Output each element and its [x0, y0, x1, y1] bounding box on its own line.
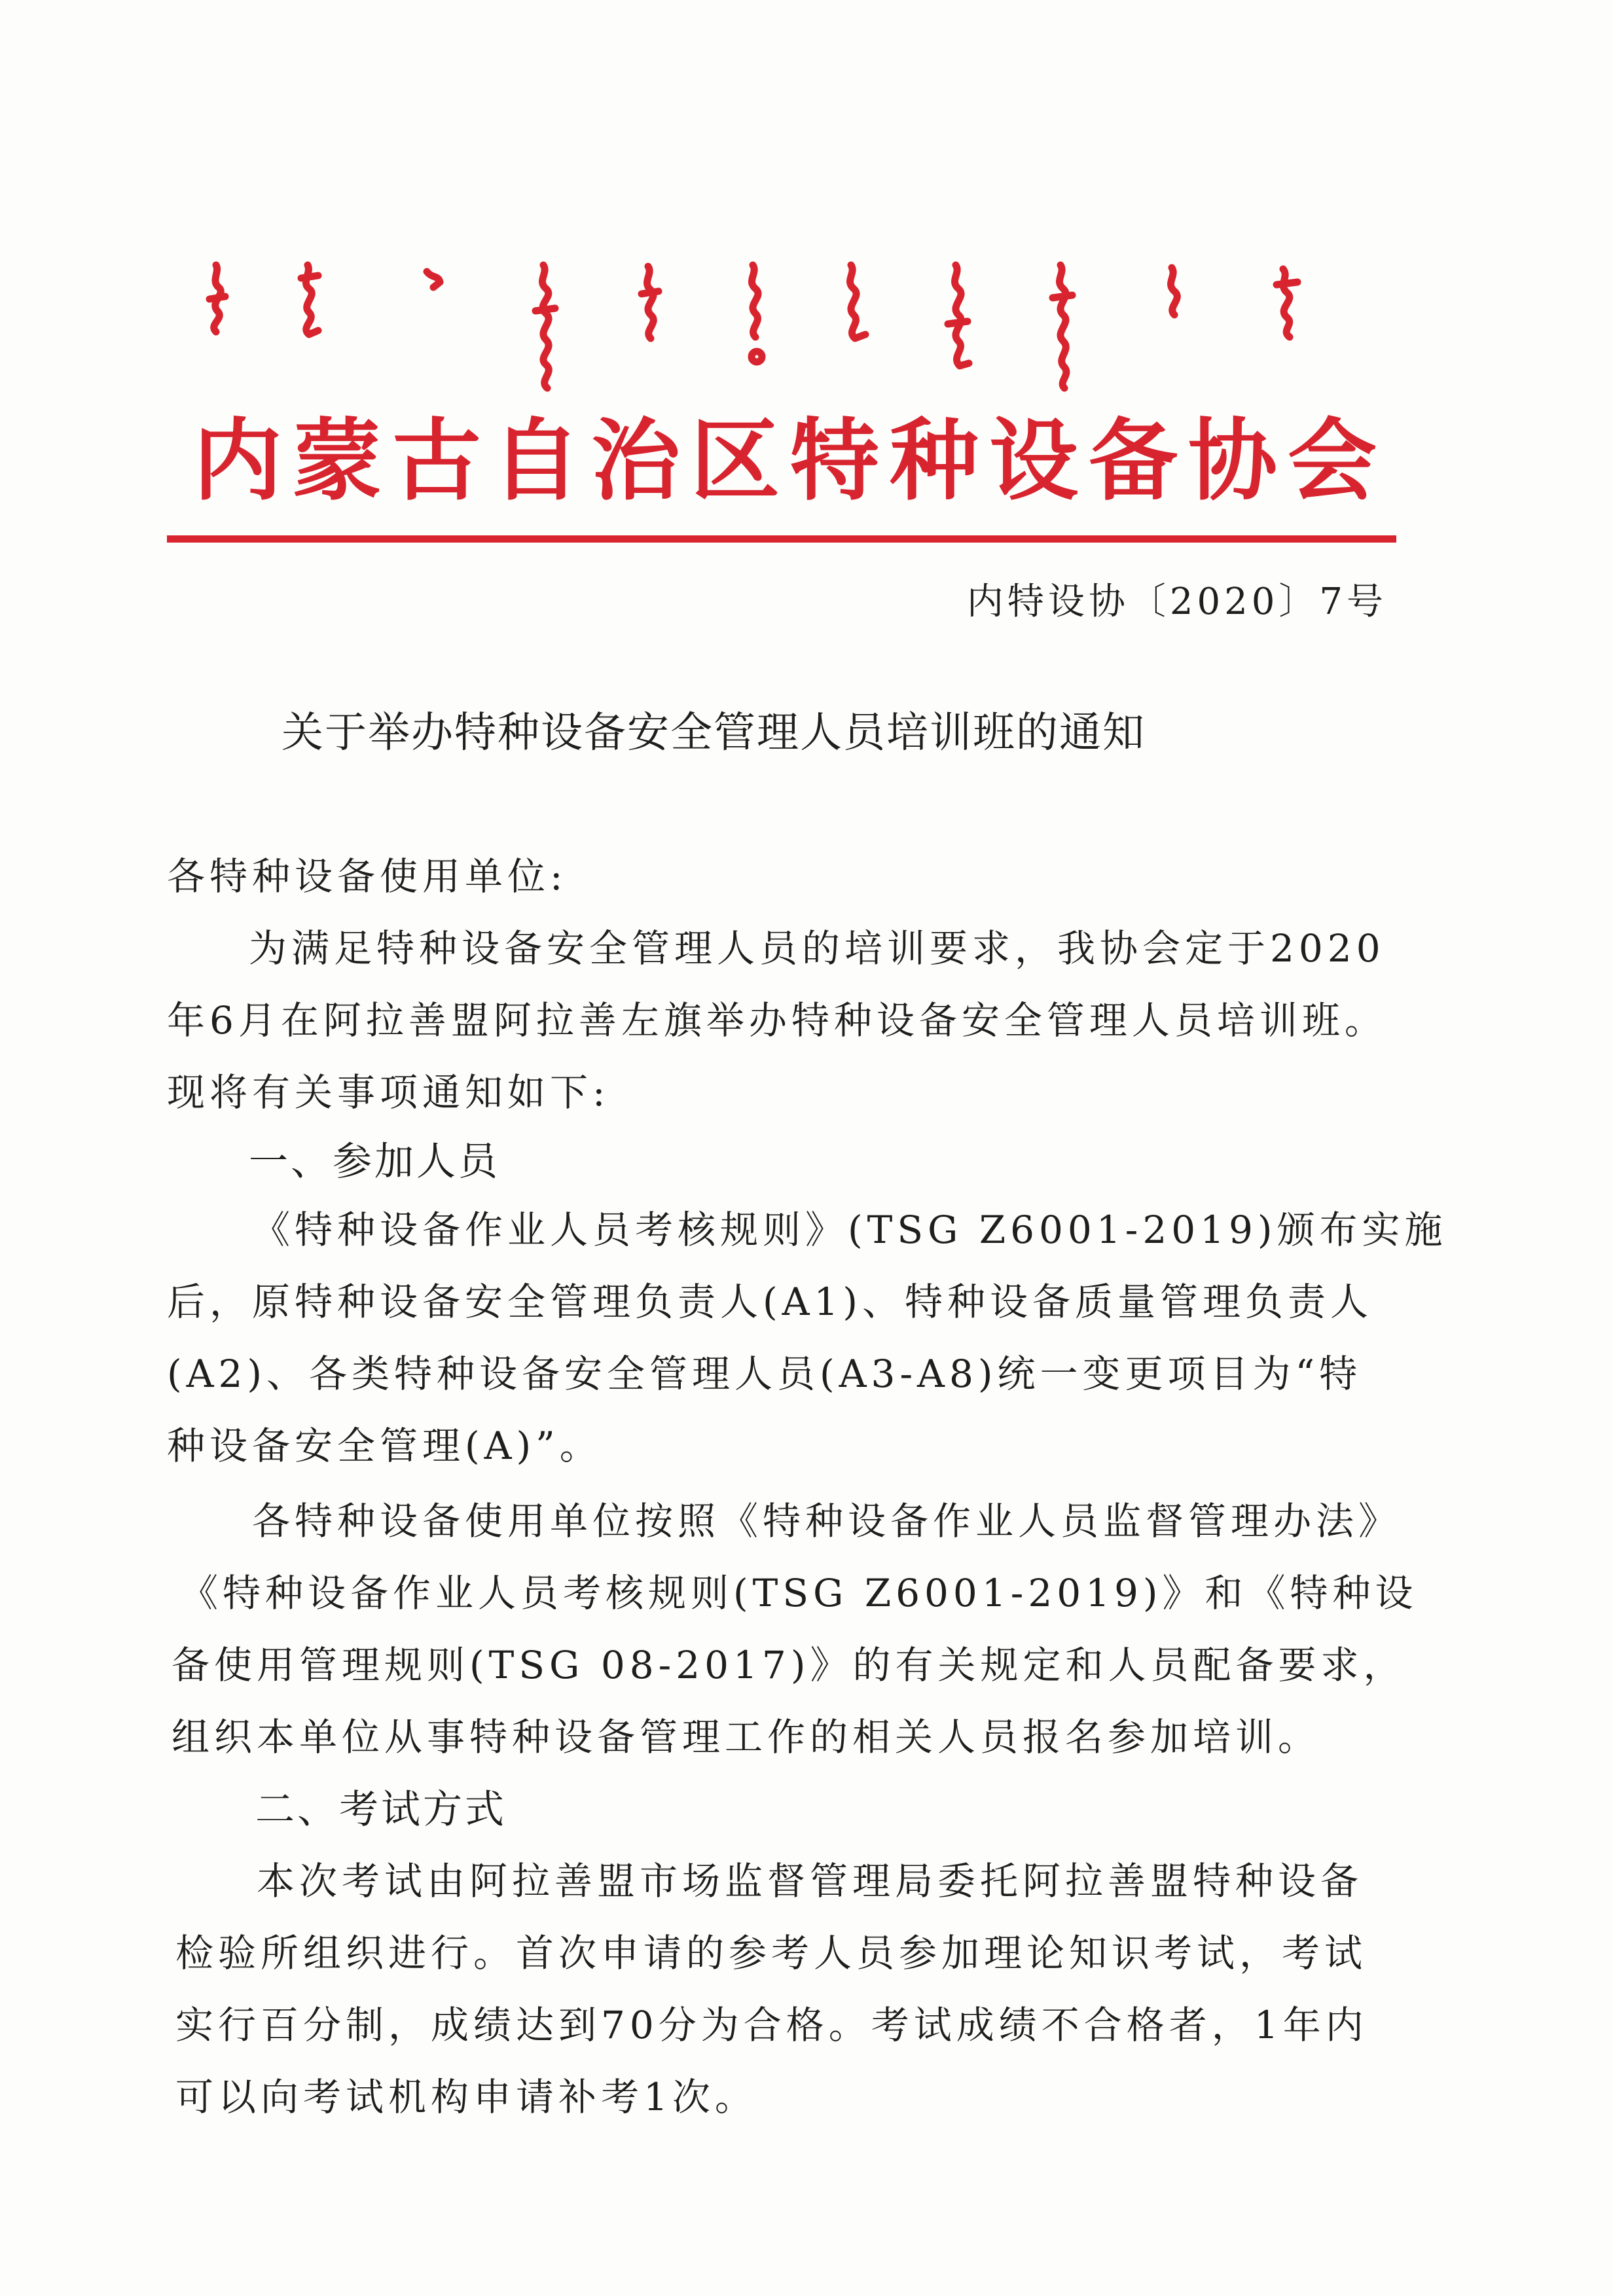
section1-para2-line-3: 备使用管理规则(TSG 08-2017)》的有关规定和人员配备要求，	[172, 1643, 1406, 1687]
section2-para1-line-2: 检验所组织进行。首次申请的参考人员参加理论知识考试，考试	[175, 1931, 1368, 1975]
organization-name: 内蒙古自治区特种设备协会	[193, 410, 1387, 513]
document-number: 内特设协〔2020〕7号	[966, 581, 1387, 623]
section1-para1-line-4: 种设备安全管理(A)”。	[167, 1424, 602, 1468]
section1-para2-line-1: 各特种设备使用单位按照《特种设备作业人员监督管理办法》	[252, 1499, 1402, 1543]
section2-para1-line-1: 本次考试由阿拉善盟市场监督管理局委托阿拉善盟特种设备	[257, 1859, 1364, 1903]
section1-para1-line-3: (A2)、各类特种设备安全管理人员(A3-A8)统一变更项目为“特	[167, 1352, 1362, 1396]
intro-line-2: 年6月在阿拉善盟阿拉善左旗举办特种设备安全管理人员培训班。	[167, 998, 1387, 1043]
salutation: 各特种设备使用单位:	[167, 854, 568, 899]
section1-para1-line-2: 后，原特种设备安全管理负责人(A1)、特种设备质量管理负责人	[167, 1280, 1373, 1324]
mongolian-org-name	[196, 259, 1375, 396]
mongolian-script-graphic	[196, 259, 1375, 396]
red-divider-line	[167, 535, 1396, 543]
section-heading-exam-method: 二、考试方式	[255, 1787, 507, 1833]
section-heading-participants: 一、参加人员	[249, 1139, 500, 1185]
intro-line-3: 现将有关事项通知如下:	[167, 1070, 610, 1115]
intro-line-1: 为满足特种设备安全管理人员的培训要求，我协会定于2020	[249, 926, 1385, 971]
section2-para1-line-3: 实行百分制，成绩达到70分为合格。考试成绩不合格者，1年内	[175, 2003, 1368, 2047]
section1-para1-line-1: 《特种设备作业人员考核规则》(TSG Z6001-2019)颁布实施	[252, 1208, 1447, 1252]
section1-para2-line-4: 组织本单位从事特种设备管理工作的相关人员报名参加培训。	[172, 1715, 1321, 1759]
section2-para1-line-4: 可以向考试机构申请补考1次。	[175, 2075, 757, 2119]
section1-para2-line-2: 《特种设备作业人员考核规则(TSG Z6001-2019)》和《特种设	[180, 1571, 1418, 1615]
notice-title: 关于举办特种设备安全管理人员培训班的通知	[281, 709, 1146, 757]
